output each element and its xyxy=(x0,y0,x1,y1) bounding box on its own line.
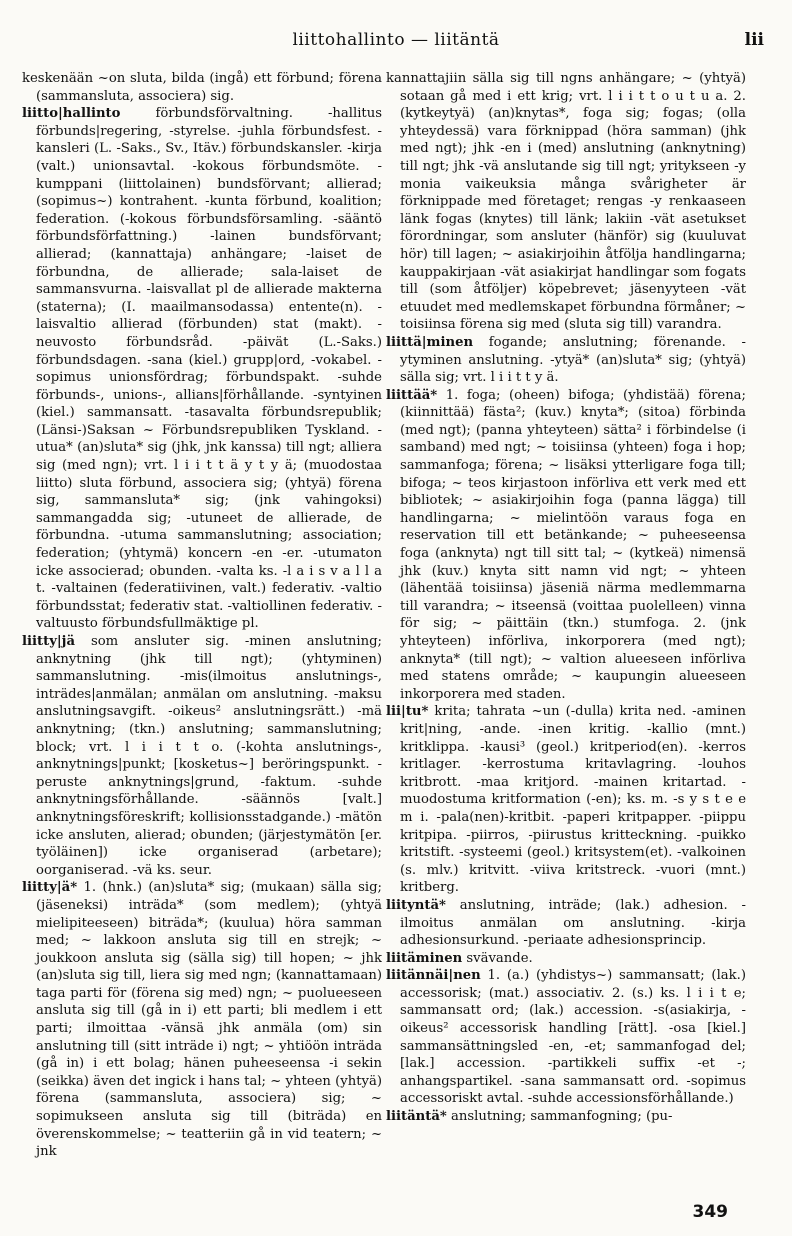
dictionary-entry xyxy=(22,70,382,105)
left-column xyxy=(22,70,382,1190)
entry-text: anslutning, inträde; (lak.) adhesion. -ilmoitus anmälan om anslutning. -kirja adhesionsurkund. -periaate adhesionsprincip. xyxy=(400,897,746,949)
dictionary-entry xyxy=(386,387,746,704)
dictionary-entry xyxy=(386,334,746,387)
entry-text: 1. (a.) (yhdistys~) sammansatt; (lak.) accessorisk; (mat.) associativ. 2. (s.) ks. l i i t e; sammansatt ord; (lak.) accession. -s(asiakirja, -oikeus² accessorisk handling [rätt]. -osa [kiel.] sammansättningsled -en, -et; sammanfogad del; [lak.] accession. -partikkeli suffix -et -; anhangspartikel. -sana sammansatt ord. -sopimus accessoriskt avtal. -suhde accessionsförhållande.) xyxy=(400,968,746,1107)
dictionary-entry xyxy=(386,967,746,1108)
entry-headword: liitto|hallinto xyxy=(22,106,121,122)
dictionary-entry xyxy=(386,703,746,897)
page-number: 349 xyxy=(692,1202,728,1222)
running-title: liittohallinto — liitäntä xyxy=(292,30,500,50)
entry-headword: liittää* xyxy=(386,387,438,403)
dictionary-entry xyxy=(386,950,746,968)
dictionary-entry xyxy=(22,633,382,879)
entry-headword: liittä|minen xyxy=(386,334,474,350)
entry-headword: liitty|ä* xyxy=(22,880,78,896)
entry-text: keskenään ~on sluta, bilda (ingå) ett förbund; förena (sammansluta, associera) sig. xyxy=(22,71,382,104)
entry-text: kannattajiin sälla sig till ngns anhängare; ~ (yhtyä) sotaan gå med i ett krig; vrt. l i i t t o u t u a. 2. (kytkeytyä) (an)knytas*, foga sig; fogas; (olla yhteydessä) vara förknippad (höra samman) (jhk med ngt); jhk -en i (med) anslutning (anknytning) till ngt; jhk -vä anslutande sig till ngt; yritykseen -y monia vaikeuksia många svårigheter är förknippade med företaget; rengas -y renkaaseen länk fogas (knytes) till länk; lakiin -vät asetukset förordningar, som ansluter (hänför) sig (kuuluvat hör) till lagen; ~ asiakirjoihin åtfölja handlingarna; kauppakirjaan -vät asiakirjat handlingar som fogats till (som åtföljer) köpebrevet; jäsenyyteen -vät etuudet med medlemskapet förbundna förmåner; ~ toisiinsa förena sig med (sluta sig till) varandra. xyxy=(386,71,746,333)
dictionary-entry xyxy=(22,105,382,633)
entry-headword: liitännäi|nen xyxy=(386,968,481,984)
entry-headword: liitäntä* xyxy=(386,1109,447,1125)
entry-headword: lii|tu* xyxy=(386,704,429,720)
roman-page-number: lii xyxy=(744,30,764,50)
dictionary-entry xyxy=(22,879,382,1161)
entry-headword: liityntä* xyxy=(386,897,446,913)
entry-headword: liitäminen xyxy=(386,950,463,966)
entry-text: 1. foga; (oheen) bifoga; (yhdistää) förena; (kiinnittää) fästa²; (kuv.) knyta*; (sitoa) förbinda (med ngt); (panna yhteyteen) sätta² i förbindelse (i samband) med ngt; ~ toisiinsa (yhteen) foga i hop; sammanfoga; förena; ~ lisäksi ytterligare foga till; bifoga; ~ teos kirjastoon införliva ett verk med ett bibliotek; ~ asiakirjoihin foga (panna lägga) till handlingarna; ~ mielintöön varaus foga en reservation till ett betänkande; ~ puheeseensa foga (anknyta) ngt till sitt tal; ~ (kytkeä) nimensä jhk (kuv.) knyta sitt namn vid ngt; ~ yhteen (lähentää toisiinsa) jäseniä närma medlemmarna till varandra; ~ itseensä (voittaa puolelleen) vinna för sig; ~ päittäin (tkn.) stumfoga. 2. (jnk yhteyteen) införliva, inkorporera (med ngt); anknyta* (till ngt); ~ valtion alueeseen införliva med statens område; ~ kaupungin alueeseen inkorporera med staden. xyxy=(400,387,746,702)
right-column xyxy=(386,70,746,1190)
dictionary-entry xyxy=(386,897,746,950)
dictionary-entry xyxy=(386,70,746,334)
entry-headword: liitty|jä xyxy=(22,634,75,649)
entry-text: fogande; anslutning; förenande. -ytyminen anslutning. -ytyä* (an)sluta* sig; (yhtyä) sälla sig; vrt. l i i t t y ä. xyxy=(400,334,746,386)
dictionary-entry xyxy=(386,1108,746,1126)
entry-text: svävande. xyxy=(466,950,533,966)
entry-text: 1. (hnk.) (an)sluta* sig; (mukaan) sälla sig; (jäseneksi) inträda* (som medlem); (yhtyä mielipiteeseen) biträda*; (kuulua) höra samman med; ~ lakkoon ansluta sig till en strejk; ~ joukkoon ansluta sig (sälla sig) till hopen; ~ jhk (an)sluta sig till, liera sig med ngn; (kannattamaan) taga parti för (förena sig med) ngn; ~ puolueeseen ansluta sig till (gå in i) ett parti; bli medlem i ett parti; ilmoittaa -vänsä jhk anmäla (om) sin anslutning till (sitt inträde i) ngt; ~ yhtiöön inträda (gå in) i ett bolag; hänen puheeseensa -i sekin (seikka) även det ingick i hans tal; ~ yhteen (yhtyä) förena (sammansluta, associera) sig; ~ sopimukseen ansluta sig till (biträda) en överenskommelse; ~ teatteriin gå in vid teatern; ~ jnk xyxy=(36,880,382,1160)
entry-text: förbundsförvaltning. -hallitus förbunds|regering, -styrelse. -juhla förbundsfest. -kansleri (L. -Saks., Sv., Itäv.) förbundskansler. -kirja (valt.) unionsavtal. -kokous förbundsmöte. -kumppani (liittolainen) bundsförvant; allierad; (sopimus~) kontrahent. -kunta förbund, koalition; federation. (-kokous förbundsförsamling. -sääntö förbundsförfattning.) -lainen bundsförvant; allierad; (kannattaja) anhängare; -laiset de förbundna, de allierade; sala-laiset de sammansvurna. -laisvallat pl de allierade makterna (staterna); (I. maailmansodassa) entente(n). -laisvaltio allierad (förbunden) stat (makt). -neuvosto förbundsråd. -päivät (L.-Saks.) förbundsdagen. -sana (kiel.) grupp|ord, -vokabel. -sopimus unionsfördrag; förbundspakt. -suhde förbunds-, unions-, allians|förhållande. -syntyinen (kiel.) sammansatt. -tasavalta förbundsrepublik; (Länsi-)Saksan ~ Förbundsrepubliken Tyskland. -utua* (an)sluta* sig (jhk, jnk kanssa) till ngt; alliera sig (med ngn); vrt. l i i t t ä y t y ä; (muodostaa liitto) sluta förbund, associera sig; (yhtyä) förena sig, sammansluta* sig; (jnk vahingoksi) sammangadda sig; -utuneet de allierade, de förbundna. -utuma sammanslutning; association; federation; (yhtymä) koncern -en -er. -utumaton icke associerad; obunden. -valta ks. -l a i s v a l l a t. -valtainen (federatiivinen, valt.) federativ. -valtio förbundsstat; federativ stat. -valtiollinen federativ. -valtuusto förbundsfullmäktige pl. xyxy=(36,106,382,632)
entry-text: anslutning; sammanfogning; (pu- xyxy=(451,1109,673,1125)
running-header xyxy=(22,30,770,52)
entry-text: krita; tahrata ~un (-dulla) krita ned. -aminen krit|ning, -ande. -inen kritig. -kallio (mnt.) kritklippa. -kausi³ (geol.) kritperiod(en). -kerros kritlager. -kerrostuma kritavlagring. -louhos kritbrott. -maa kritjord. -mainen kritartad. -muodostuma kritformation (-en); ks. m. -s y s t e e m i. -pala(nen)-kritbit. -paperi kritpapper. -piippu kritpipa. -piirros, -piirustus kritteckning. -puikko kritstift. -systeemi (geol.) kritsystem(et). -valkoinen (s. mlv.) kritvitt. -viiva kritstreck. -vuori (mnt.) kritberg. xyxy=(400,704,746,896)
entry-text: som ansluter sig. -minen anslutning; anknytning (jhk till ngt); (yhtyminen) sammanslutning. -mis(ilmoitus anslutnings-, inträdes|anmälan; anmälan om anslutning. -maksu anslutningsavgift. -oikeus² anslutningsrätt.) -mä anknytning; (tkn.) anslutning; sammanslutning; block; vrt. l i i t t o. (-kohta anslutnings-, anknytnings|punkt; [kosketus~] beröringspunkt. -peruste anknytnings|grund, -faktum. -suhde anknytningsförhållande. -säännös [valt.] anknytningsföreskrift; kollisionsstadgande.) -mätön icke ansluten, alierad; obunden; (järjestymätön [er. työläinen]) icke organiserad (arbetare); oorganiserad. -vä ks. seur. xyxy=(36,634,382,878)
